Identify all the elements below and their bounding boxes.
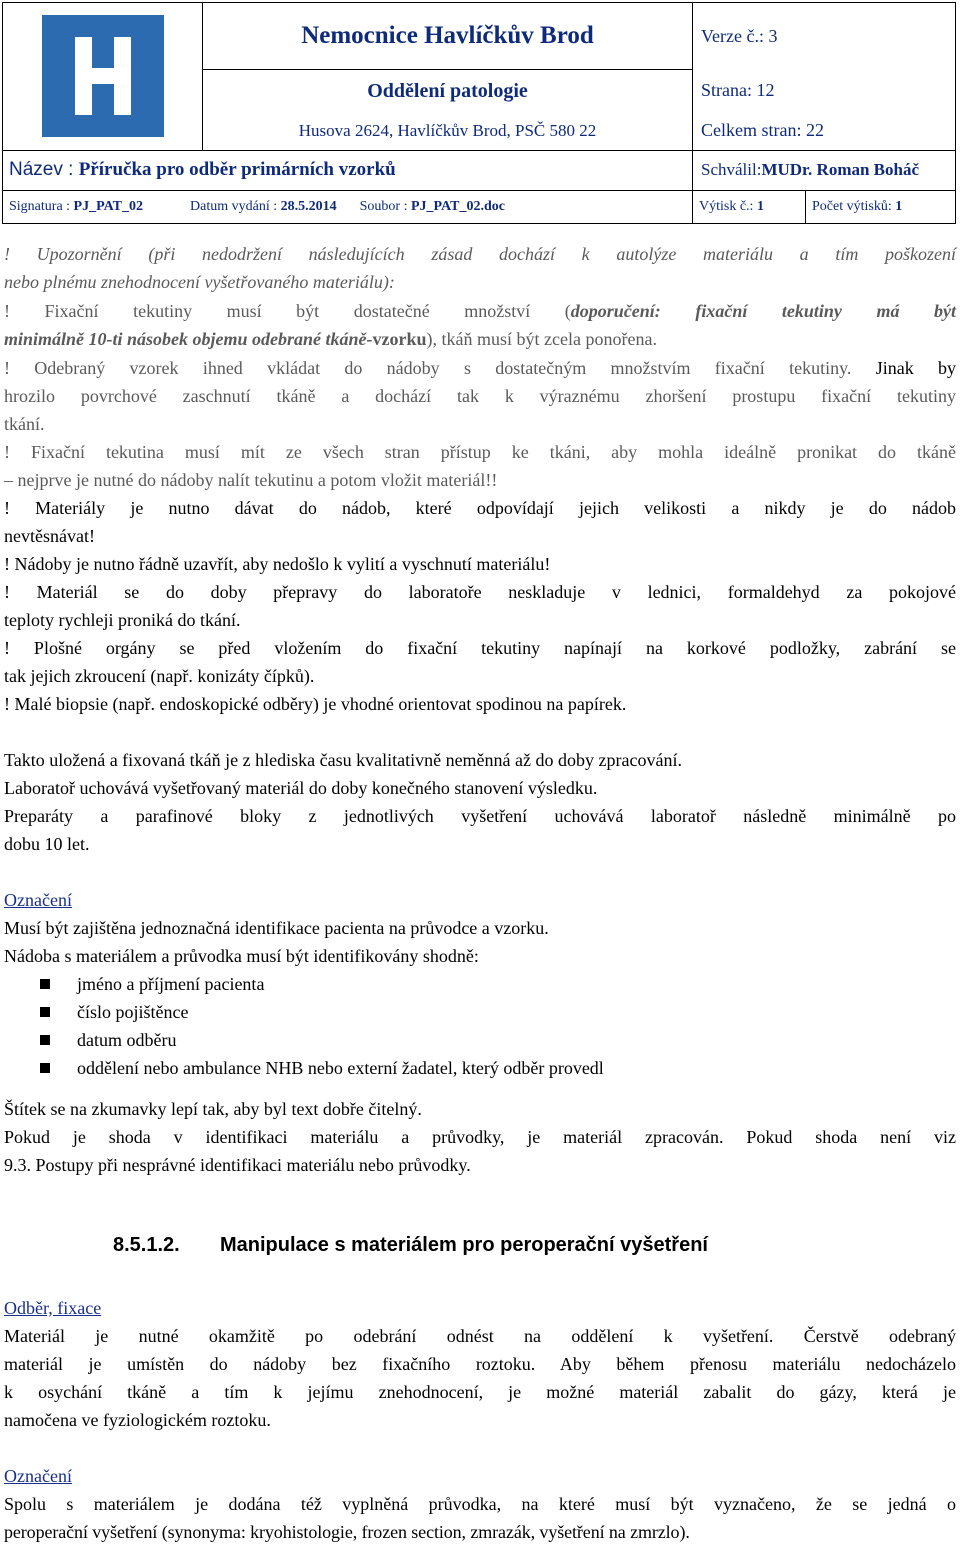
rule-line: ! Nádoby je nutno řádně uzavřít, aby nedošlo k vylití a vyschnutí materiálu! — [4, 554, 551, 574]
paragraph: Štítek se na zkumavky lepí tak, aby byl text dobře čitelný. — [4, 1099, 422, 1119]
heading-oznaceni-2: Označení — [4, 1466, 72, 1486]
fixation-line: minimálně 10-ti násobek objemu odebrané tkáně-vzorku), tkáň musí být zcela ponořena. — [4, 329, 657, 349]
heading-odber-fixace: Odběr, fixace — [4, 1298, 102, 1318]
bullet-icon — [40, 1035, 50, 1045]
hospital-name: Nemocnice Havlíčkův Brod — [203, 3, 693, 70]
rule-line: ! Fixační tekutina musí mít ze všech stran přístup ke tkáni, aby mohla ideálně pronikat do tkáně — [4, 442, 956, 462]
bullet-icon — [40, 979, 50, 989]
approved-field: Schválil:MUDr. Roman Boháč — [693, 150, 956, 190]
paragraph: 9.3. Postupy při nesprávné identifikaci materiálu nebo průvodky. — [4, 1155, 471, 1175]
total-pages-field: Celkem stran: 22 — [693, 112, 956, 150]
rule-line: nevtěsnávat! — [4, 526, 95, 546]
warning-line: ! Upozornění (při nedodržení následujících zásad dochází k autolýze materiálu a tím poškození — [4, 244, 956, 264]
issue-date-field: Datum vydání : 28.5.2014 — [190, 198, 337, 214]
rule-line: ! Plošné orgány se před vložením do fixační tekutiny napínají na korkové podložky, zabrání se — [4, 638, 956, 658]
bullet-icon — [40, 1063, 50, 1073]
paragraph: Musí být zajištěna jednoznačná identifikace pacienta na průvodce a vzorku. — [4, 918, 549, 938]
print-count-field: Počet výtisků: 1 — [806, 190, 956, 223]
fixation-line: ! Fixační tekutiny musí být dostatečné množství (doporučení: fixační tekutiny má být — [4, 301, 956, 321]
paragraph: peroperační vyšetření (synonyma: kryohistologie, frozen section, zmrazák, vyšetření na zmrzlo). — [4, 1522, 690, 1542]
paragraph: Materiál je nutné okamžitě po odebrání odnést na oddělení k vyšetření. Čerstvě odebraný — [4, 1326, 956, 1346]
rule-line: tkání. — [4, 414, 45, 434]
list-item: jméno a příjmení pacienta — [77, 974, 265, 994]
list-item: číslo pojištěnce — [77, 1002, 189, 1022]
section-heading: 8.5.1.2. Manipulace s materiálem pro peroperační vyšetření — [113, 1234, 708, 1256]
paragraph: Preparáty a parafinové bloky z jednotlivých vyšetření uchovává laboratoř následně minimálně po — [4, 806, 956, 826]
paragraph: Takto uložená a fixovaná tkáň je z hlediska času kvalitativně neměnná až do doby zpracování. — [4, 750, 682, 770]
rule-line: teploty rychleji proniká do tkání. — [4, 610, 241, 630]
paragraph: Nádoba s materiálem a průvodka musí být identifikovány shodně: — [4, 946, 479, 966]
paragraph: materiál je umístěn do nádoby bez fixačního roztoku. Aby během přenosu materiálu nedocházelo — [4, 1354, 956, 1374]
list-item: datum odběru — [77, 1030, 177, 1050]
hospital-address: Husova 2624, Havlíčkův Brod, PSČ 580 22 — [203, 112, 693, 150]
print-number-field: Výtisk č.: 1 — [693, 190, 806, 223]
logo-cell — [3, 3, 203, 151]
signature-field: Signatura : PJ_PAT_02 — [9, 198, 144, 214]
department-name: Oddělení patologie — [203, 70, 693, 113]
version-field: Verze č.: 3 — [693, 3, 956, 70]
paragraph: Pokud je shoda v identifikaci materiálu a průvodky, je materiál zpracován. Pokud shoda není viz — [4, 1127, 956, 1147]
paragraph: Spolu s materiálem je dodána též vyplněná průvodka, na které musí být vyznačeno, že se jedná o — [4, 1494, 956, 1514]
rule-line: ! Materiál se do doby přepravy do laboratoře neskladuje v lednici, formaldehyd za pokojové — [4, 582, 956, 602]
rule-line: ! Materiály je nutno dávat do nádob, které odpovídají jejich velikosti a nikdy je do nádob — [4, 498, 956, 518]
paragraph: k osychání tkáně a tím k jejímu znehodnocení, je možné materiál zabalit do gázy, která je — [4, 1382, 956, 1402]
bullet-icon — [40, 1007, 50, 1017]
rule-line: hrozilo povrchové zaschnutí tkáně a dochází tak k výraznému zhoršení prostupu fixační tekutiny — [4, 386, 956, 406]
heading-oznaceni: Označení — [4, 890, 72, 910]
document-header — [2, 2, 956, 224]
hospital-logo-icon — [42, 15, 164, 137]
page-field: Strana: 12 — [693, 70, 956, 113]
rule-line: ! Odebraný vzorek ihned vkládat do nádoby s dostatečným množstvím fixační tekutiny. Jinak by — [4, 358, 956, 378]
rule-line: ! Malé biopsie (např. endoskopické odběry) je vhodné orientovat spodinou na papírek. — [4, 694, 627, 714]
paragraph: namočena ve fyziologickém roztoku. — [4, 1410, 271, 1430]
paragraph: dobu 10 let. — [4, 834, 90, 854]
list-item: oddělení nebo ambulance NHB nebo externí žadatel, který odběr provedl — [77, 1058, 604, 1078]
file-field: Soubor : PJ_PAT_02.doc — [359, 198, 505, 214]
paragraph: Laboratoř uchovává vyšetřovaný materiál do doby konečného stanovení výsledku. — [4, 778, 598, 798]
doc-identifiers — [3, 190, 693, 223]
document-title: Název : Příručka pro odběr primárních vzorků — [3, 150, 693, 190]
rule-line: tak jejich zkroucení (např. konizáty čípků). — [4, 666, 315, 686]
rule-line: – nejprve je nutné do nádoby nalít tekutinu a potom vložit materiál!! — [4, 470, 498, 490]
warning-line: nebo plnému znehodnocení vyšetřovaného materiálu): — [4, 272, 395, 292]
